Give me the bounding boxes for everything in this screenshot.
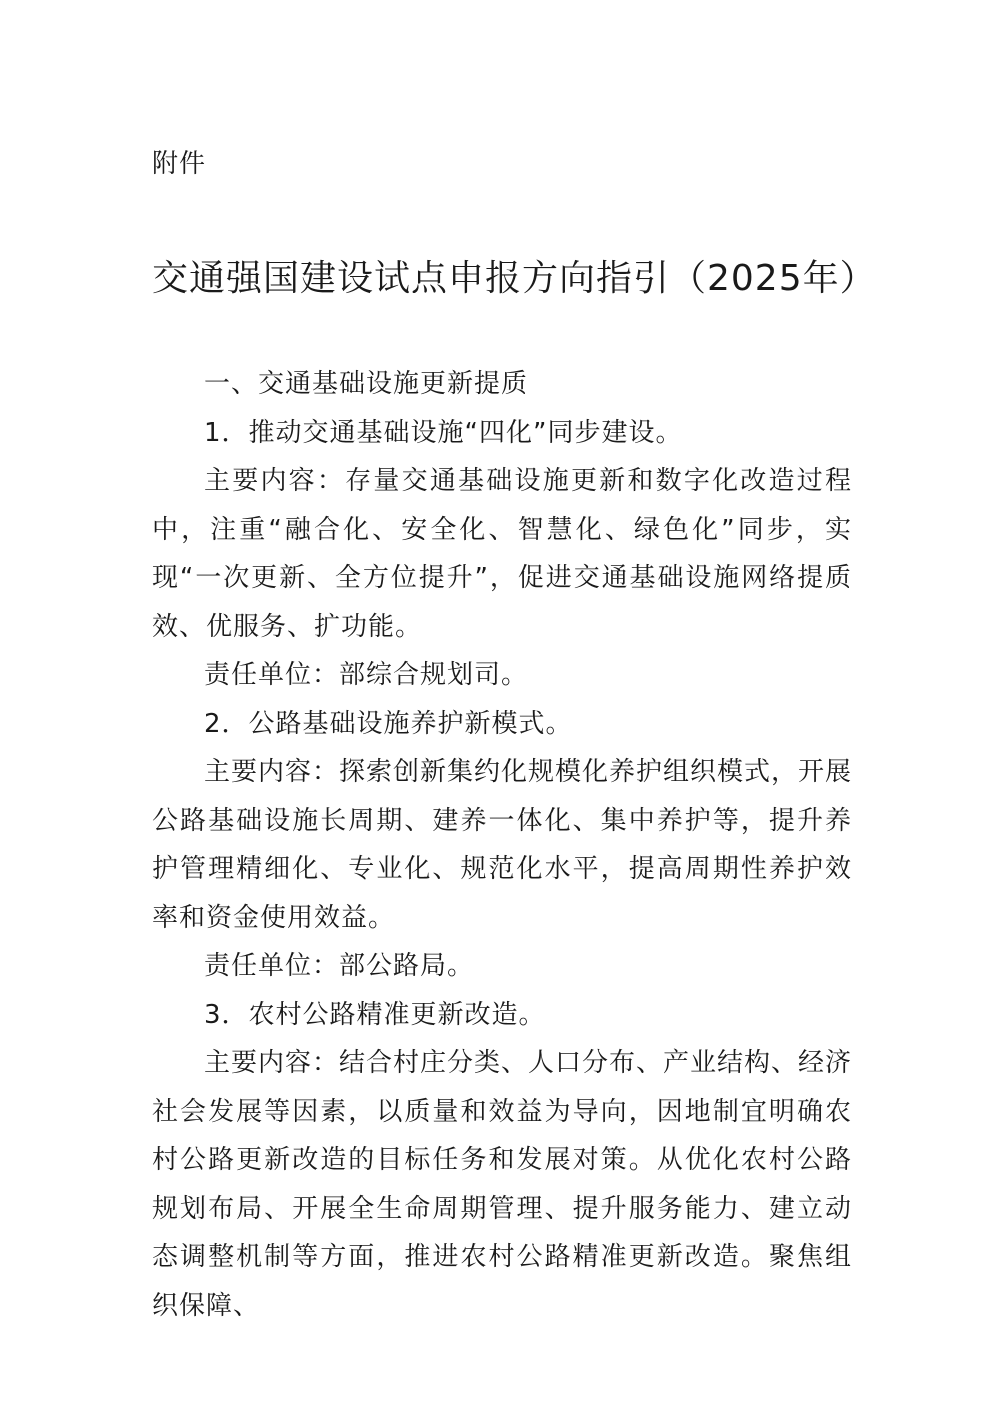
document-body <box>152 360 852 1330</box>
item-title: 3．农村公路精准更新改造。 <box>204 999 546 1030</box>
item-content: 主要内容：结合村庄分类、人口分布、产业结构、经济社会发展等因素，以质量和效益为导向，因地制宜明确农村公路更新改造的目标任务和发展对策。从优化农村公路规划布局、开展全生命周期管理、提升服务能力、建立动态调整机制等方面，推进农村公路精准更新改造。聚焦组织保障、 <box>152 1048 853 1321</box>
item-content: 主要内容：探索创新集约化规模化养护组织模式，开展公路基础设施长周期、建养一体化、集中养护等，提升养护管理精细化、专业化、规范化水平，提高周期性养护效率和资金使用效益。 <box>152 757 853 933</box>
attachment-label: 附件 <box>152 149 207 179</box>
item-responsible-unit: 责任单位：部综合规划司。 <box>204 660 529 690</box>
item-content: 主要内容：存量交通基础设施更新和数字化改造过程中，注重“融合化、安全化、智慧化、绿色化”同步，实现“一次更新、全方位提升”，促进交通基础设施网络提质效、优服务、扩功能。 <box>152 466 852 642</box>
item-responsible-unit: 责任单位：部公路局。 <box>204 951 475 981</box>
document-title: 交通强国建设试点申报方向指引（2025年） <box>152 258 877 299</box>
section-heading: 一、交通基础设施更新提质 <box>204 369 529 399</box>
item-title: 1．推动交通基础设施“四化”同步建设。 <box>204 417 683 448</box>
item-title: 2．公路基础设施养护新模式。 <box>204 708 573 739</box>
